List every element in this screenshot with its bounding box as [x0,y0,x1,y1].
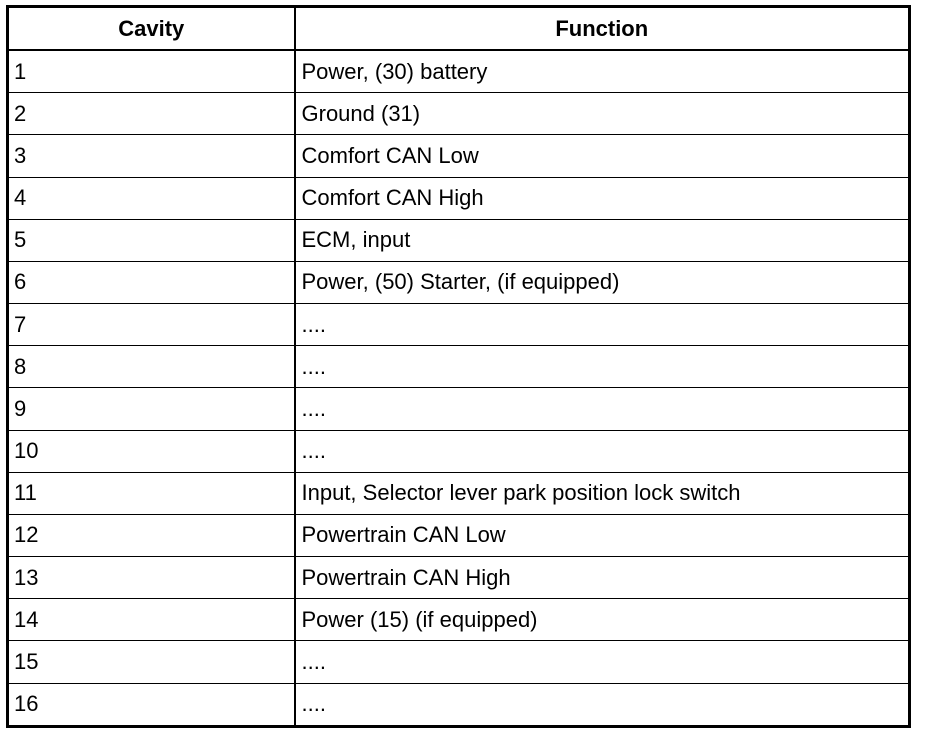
table-header-row [8,7,910,51]
function-cell: .... [295,430,910,472]
function-cell: Input, Selector lever park position lock switch [295,472,910,514]
cavity-cell: 1 [8,50,295,93]
table-row [8,472,910,514]
cavity-cell: 14 [8,599,295,641]
cavity-cell: 16 [8,683,295,726]
cavity-cell: 7 [8,304,295,346]
table-row [8,346,910,388]
cavity-cell: 11 [8,472,295,514]
table-row [8,177,910,219]
cavity-cell: 12 [8,514,295,556]
function-cell: Powertrain CAN High [295,557,910,599]
cavity-cell: 6 [8,261,295,303]
table-row [8,219,910,261]
function-cell: Ground (31) [295,93,910,135]
table-row [8,599,910,641]
connector-pinout-table [6,5,911,728]
table-row [8,430,910,472]
function-cell: .... [295,388,910,430]
function-cell: Comfort CAN Low [295,135,910,177]
table-row [8,135,910,177]
function-cell: ECM, input [295,219,910,261]
cavity-cell: 3 [8,135,295,177]
cavity-cell: 10 [8,430,295,472]
table-row [8,641,910,683]
table-row [8,261,910,303]
function-cell: Powertrain CAN Low [295,514,910,556]
function-cell: .... [295,346,910,388]
cavity-cell: 9 [8,388,295,430]
cavity-cell: 15 [8,641,295,683]
function-cell: Comfort CAN High [295,177,910,219]
cavity-cell: 13 [8,557,295,599]
cavity-cell: 8 [8,346,295,388]
column-header-function: Function [295,7,910,51]
function-cell: Power (15) (if equipped) [295,599,910,641]
function-cell: .... [295,683,910,726]
cavity-cell: 5 [8,219,295,261]
function-cell: Power, (50) Starter, (if equipped) [295,261,910,303]
table-row [8,50,910,93]
table-row [8,304,910,346]
function-cell: .... [295,304,910,346]
function-cell: .... [295,641,910,683]
table-row [8,683,910,726]
table-row [8,514,910,556]
function-cell: Power, (30) battery [295,50,910,93]
table-row [8,388,910,430]
cavity-cell: 2 [8,93,295,135]
table-row [8,557,910,599]
table-row [8,93,910,135]
column-header-cavity: Cavity [8,7,295,51]
table-body [8,50,910,727]
cavity-cell: 4 [8,177,295,219]
